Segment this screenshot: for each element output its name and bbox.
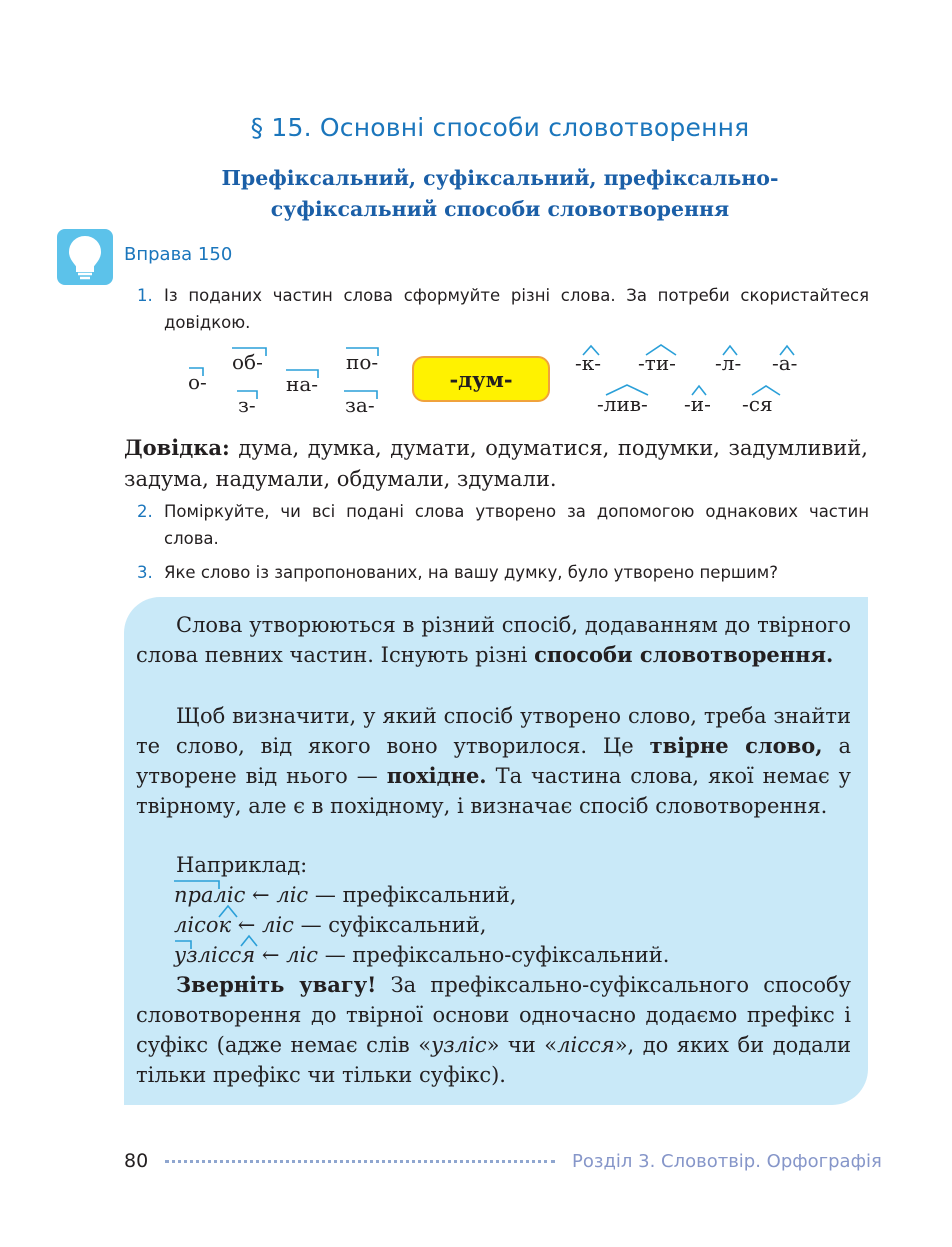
example-2-type: суфіксальний,	[328, 913, 487, 937]
example-3-type: префіксально-суфіксальний.	[352, 943, 670, 967]
rule-p1-term: способи словотворення.	[534, 642, 834, 667]
exercise-label: Вправа 150	[124, 244, 233, 265]
example-1-prefix-mark	[174, 881, 219, 889]
task-3-number: 3.	[137, 563, 153, 582]
task-3-text: Яке слово із запропонованих, на вашу думку, було утворено першим?	[164, 563, 778, 582]
suffix-sia: -ся	[742, 392, 773, 416]
example-2-dash: —	[300, 913, 322, 937]
suffix-ty: -ти-	[638, 351, 676, 375]
suffix-y: -и-	[684, 392, 711, 416]
prefix-na: на-	[286, 372, 319, 396]
note-text-a: За префіксально-суфіксального способу словотворення до твірної основи одночасно додаємо префікс і суфікс (адже немає слів «	[136, 973, 851, 1057]
example-label: Наприклад:	[176, 853, 308, 877]
task-1-number: 1.	[137, 286, 153, 305]
suffix-a: -а-	[772, 351, 798, 375]
rule-p2-text-c: а утворене від нього —	[136, 734, 851, 788]
root-morpheme: -дум-	[412, 356, 550, 402]
rule-p2-text-e: Та частина слова, якої немає у твірному, але є в похідному, і визначає спосіб словотворення.	[136, 764, 852, 818]
example-1-dash: —	[314, 883, 336, 907]
suffix-k: -к-	[575, 351, 602, 375]
note-label: Зверніть увагу!	[176, 972, 377, 997]
example-3-suffix-mark	[241, 936, 257, 946]
example-3-base: ліс	[286, 943, 318, 967]
reference-label: Довідка:	[124, 435, 230, 460]
section-title: § 15. Основні способи словотворення	[250, 113, 750, 142]
example-1-type: префіксальний,	[342, 883, 517, 907]
example-3-prefix-mark	[175, 941, 191, 949]
example-1-base: ліс	[276, 883, 309, 907]
example-2-base: ліс	[262, 913, 294, 937]
note-text-b: » чи «	[486, 1033, 558, 1057]
task-1-text: Із поданих частин слова сформуйте різні слова. За потреби скористайтеся довідкою.	[164, 286, 869, 332]
task-2-number: 2.	[137, 502, 153, 521]
example-3-word: узлісся	[174, 943, 256, 967]
subtitle-line-1: Префіксальний, суфіксальний, префіксально-	[221, 166, 779, 190]
rule-p2-text-a: Щоб визначити, у який спосіб утворено слово, треба знайти те слово, від якого воно утворилося. Це	[136, 704, 851, 758]
prefix-po: по-	[346, 350, 379, 374]
example-2-suffix-mark	[219, 906, 237, 917]
rule-p2-term-derived: похідне.	[386, 763, 487, 788]
example-3-dash: —	[324, 943, 346, 967]
example-1-arrow: ←	[252, 883, 270, 907]
example-2-word: лісок	[174, 913, 232, 937]
prefix-z: з-	[238, 393, 256, 417]
note-word-2: лісся	[557, 1033, 615, 1057]
note-word-1: узліс	[431, 1033, 487, 1057]
reference-text: дума, думка, думати, одуматися, подумки, задумливий, задума, надумали, обдумали, здумали.	[124, 436, 868, 491]
prefix-ob: об-	[232, 350, 263, 374]
subtitle-line-2: суфіксальний способи словотворення	[270, 197, 730, 221]
prefix-o: о-	[188, 370, 207, 394]
rule-p1-text: Слова утворюються в різний спосіб, додаванням до твірного слова певних частин. Існують різні	[136, 613, 851, 667]
page-number: 80	[124, 1150, 149, 1172]
rule-note	[136, 970, 851, 1090]
example-2-arrow: ←	[237, 913, 256, 937]
footer-dotted-line	[165, 1160, 555, 1163]
note-text-c: », до яких би додали тільки префікс чи тільки суфікс).	[136, 1033, 852, 1087]
footer-section-title: Розділ 3. Словотвір. Орфографія	[572, 1151, 882, 1172]
task-2-text: Поміркуйте, чи всі подані слова утворено за допомогою однакових частин слова.	[164, 502, 869, 548]
rule-p2-term-base: твірне слово,	[649, 733, 823, 758]
example-3-arrow: ←	[261, 943, 280, 967]
example-1-word: праліс	[174, 883, 246, 907]
prefix-za: за-	[345, 393, 375, 417]
suffix-lyv: -лив-	[597, 392, 648, 416]
suffix-l: -л-	[715, 351, 742, 375]
